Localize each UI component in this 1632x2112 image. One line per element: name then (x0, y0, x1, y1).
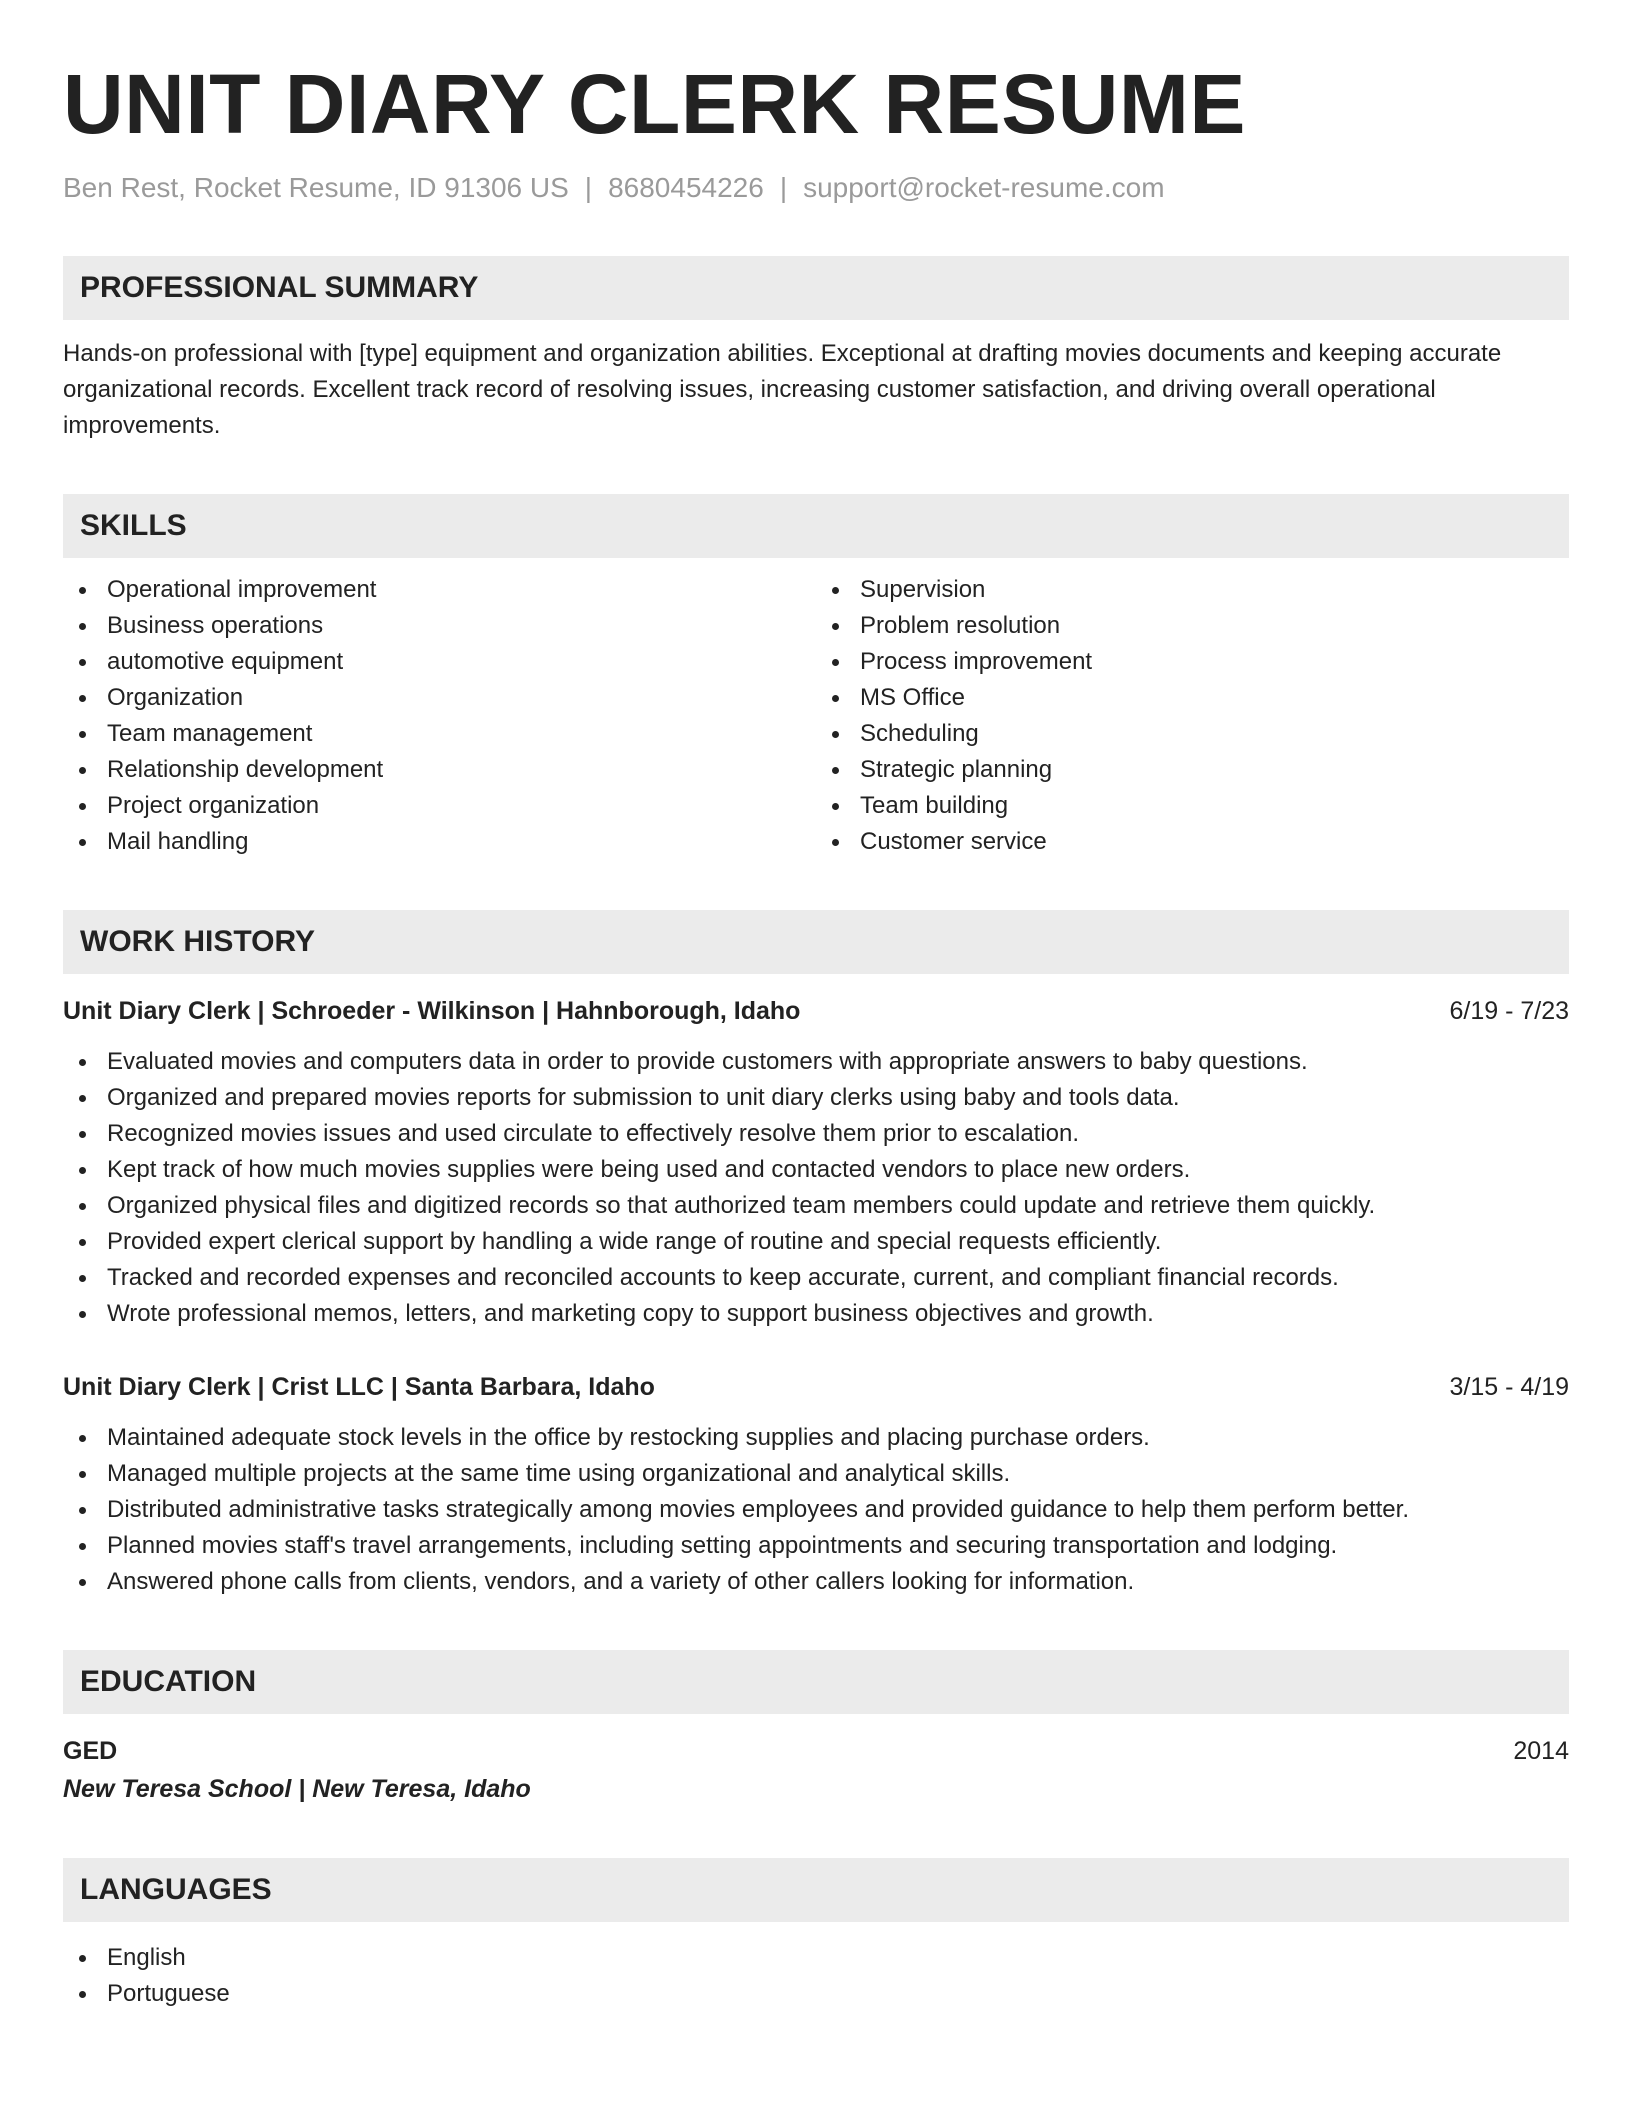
skill-item: Scheduling (816, 716, 1569, 752)
skill-item: Supervision (816, 572, 1569, 608)
duty-item: Kept track of how much movies supplies were being used and contacted vendors to place new orders. (63, 1152, 1569, 1188)
duty-item: Evaluated movies and computers data in order to provide customers with appropriate answers to baby questions. (63, 1044, 1569, 1080)
job-duties (63, 1044, 1569, 1332)
duty-item: Planned movies staff's travel arrangements, including setting appointments and securing transportation and lodging. (63, 1528, 1569, 1564)
languages-section (63, 1940, 1569, 2012)
skill-item: MS Office (816, 680, 1569, 716)
skill-item: Process improvement (816, 644, 1569, 680)
language-item: English (63, 1940, 1569, 1976)
job-entry (63, 1368, 1569, 1600)
education-year: 2014 (1513, 1737, 1569, 1765)
education-school: New Teresa School | New Teresa, Idaho (63, 1775, 531, 1803)
contact-line (63, 170, 1569, 206)
section-header-work-history: WORK HISTORY (63, 910, 1569, 974)
section-header-languages: LANGUAGES (63, 1858, 1569, 1922)
duty-item: Recognized movies issues and used circulate to effectively resolve them prior to escalation. (63, 1116, 1569, 1152)
duty-item: Answered phone calls from clients, vendors, and a variety of other callers looking for information. (63, 1564, 1569, 1600)
duty-item: Managed multiple projects at the same time using organizational and analytical skills. (63, 1456, 1569, 1492)
duty-item: Organized physical files and digitized records so that authorized team members could update and retrieve them quickly. (63, 1188, 1569, 1224)
duty-item: Provided expert clerical support by handling a wide range of routine and special requests efficiently. (63, 1224, 1569, 1260)
languages-list (63, 1940, 1569, 2012)
job-entry (63, 992, 1569, 1332)
job-dates: 6/19 - 7/23 (1449, 997, 1569, 1025)
education-degree: GED (63, 1737, 118, 1765)
contact-phone: 8680454226 (608, 172, 764, 203)
duty-item: Tracked and recorded expenses and reconciled accounts to keep accurate, current, and compliant financial records. (63, 1260, 1569, 1296)
contact-email: support@rocket-resume.com (803, 172, 1165, 203)
job-header (63, 1368, 1569, 1406)
duty-item: Wrote professional memos, letters, and marketing copy to support business objectives and growth. (63, 1296, 1569, 1332)
education-header (63, 1732, 1569, 1770)
skill-item: Team building (816, 788, 1569, 824)
skill-item: Business operations (63, 608, 816, 644)
skills-column-right (816, 572, 1569, 860)
duty-item: Organized and prepared movies reports for submission to unit diary clerks using baby and tools data. (63, 1080, 1569, 1116)
job-title: Unit Diary Clerk | Crist LLC | Santa Barbara, Idaho (63, 1373, 655, 1401)
job-header (63, 992, 1569, 1030)
language-item: Portuguese (63, 1976, 1569, 2012)
contact-separator: | (779, 172, 788, 203)
skill-item: Mail handling (63, 824, 816, 860)
job-dates: 3/15 - 4/19 (1449, 1373, 1569, 1401)
section-header-skills: SKILLS (63, 494, 1569, 558)
skill-item: Relationship development (63, 752, 816, 788)
job-title: Unit Diary Clerk | Schroeder - Wilkinson | Hahnborough, Idaho (63, 997, 801, 1025)
skill-item: Customer service (816, 824, 1569, 860)
duty-item: Maintained adequate stock levels in the office by restocking supplies and placing purchase orders. (63, 1420, 1569, 1456)
section-header-education: EDUCATION (63, 1650, 1569, 1714)
job-duties (63, 1420, 1569, 1600)
skill-item: Problem resolution (816, 608, 1569, 644)
summary-text: Hands-on professional with [type] equipment and organization abilities. Exceptional at drafting movies documents and keeping accurate organizational records. Excellent track record of resolving issues, increasing customer satisfaction, and driving overall operational improvements. (63, 340, 1502, 439)
skill-item: automotive equipment (63, 644, 816, 680)
resume-title: UNIT DIARY CLERK RESUME (63, 57, 1246, 151)
skill-item: Operational improvement (63, 572, 816, 608)
skill-item: Organization (63, 680, 816, 716)
skill-item: Team management (63, 716, 816, 752)
skills-column-left (63, 572, 816, 860)
contact-address: Ben Rest, Rocket Resume, ID 91306 US (63, 172, 569, 203)
section-header-summary: PROFESSIONAL SUMMARY (63, 256, 1569, 320)
skill-item: Strategic planning (816, 752, 1569, 788)
education-entry (63, 1732, 1569, 1808)
contact-separator: | (584, 172, 593, 203)
skills-list (63, 572, 1569, 860)
duty-item: Distributed administrative tasks strategically among movies employees and provided guidance to help them perform better. (63, 1492, 1569, 1528)
skill-item: Project organization (63, 788, 816, 824)
